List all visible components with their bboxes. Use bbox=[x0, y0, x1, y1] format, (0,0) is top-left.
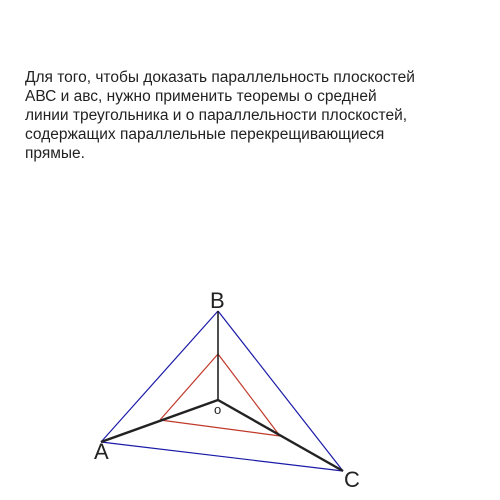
text-line-2: АВС и авс, нужно применить теоремы о средней bbox=[25, 88, 377, 105]
vertex-label-A: A bbox=[94, 439, 109, 464]
edge-BC bbox=[218, 311, 343, 471]
edge-OA bbox=[101, 400, 218, 442]
text-line-3: линии треугольника и о параллельности плоскостей, bbox=[25, 107, 408, 124]
center-label-O: o bbox=[214, 402, 222, 417]
text-line-1: Для того, чтобы доказать параллельность плоскостей bbox=[25, 69, 415, 86]
edge-OC bbox=[218, 400, 343, 471]
text-line-4: содержащих параллельные перекрещивающиеся bbox=[25, 126, 385, 143]
edge-ac bbox=[160, 420, 280, 436]
vertex-label-B: B bbox=[210, 288, 225, 313]
edge-AB bbox=[101, 311, 218, 442]
outer-triangle bbox=[101, 311, 343, 471]
edge-AC bbox=[101, 442, 343, 471]
pyramid-edges bbox=[101, 311, 343, 471]
edge-bc bbox=[218, 354, 280, 436]
vertex-label-C: C bbox=[344, 467, 360, 492]
text-line-5: прямые. bbox=[25, 145, 85, 162]
